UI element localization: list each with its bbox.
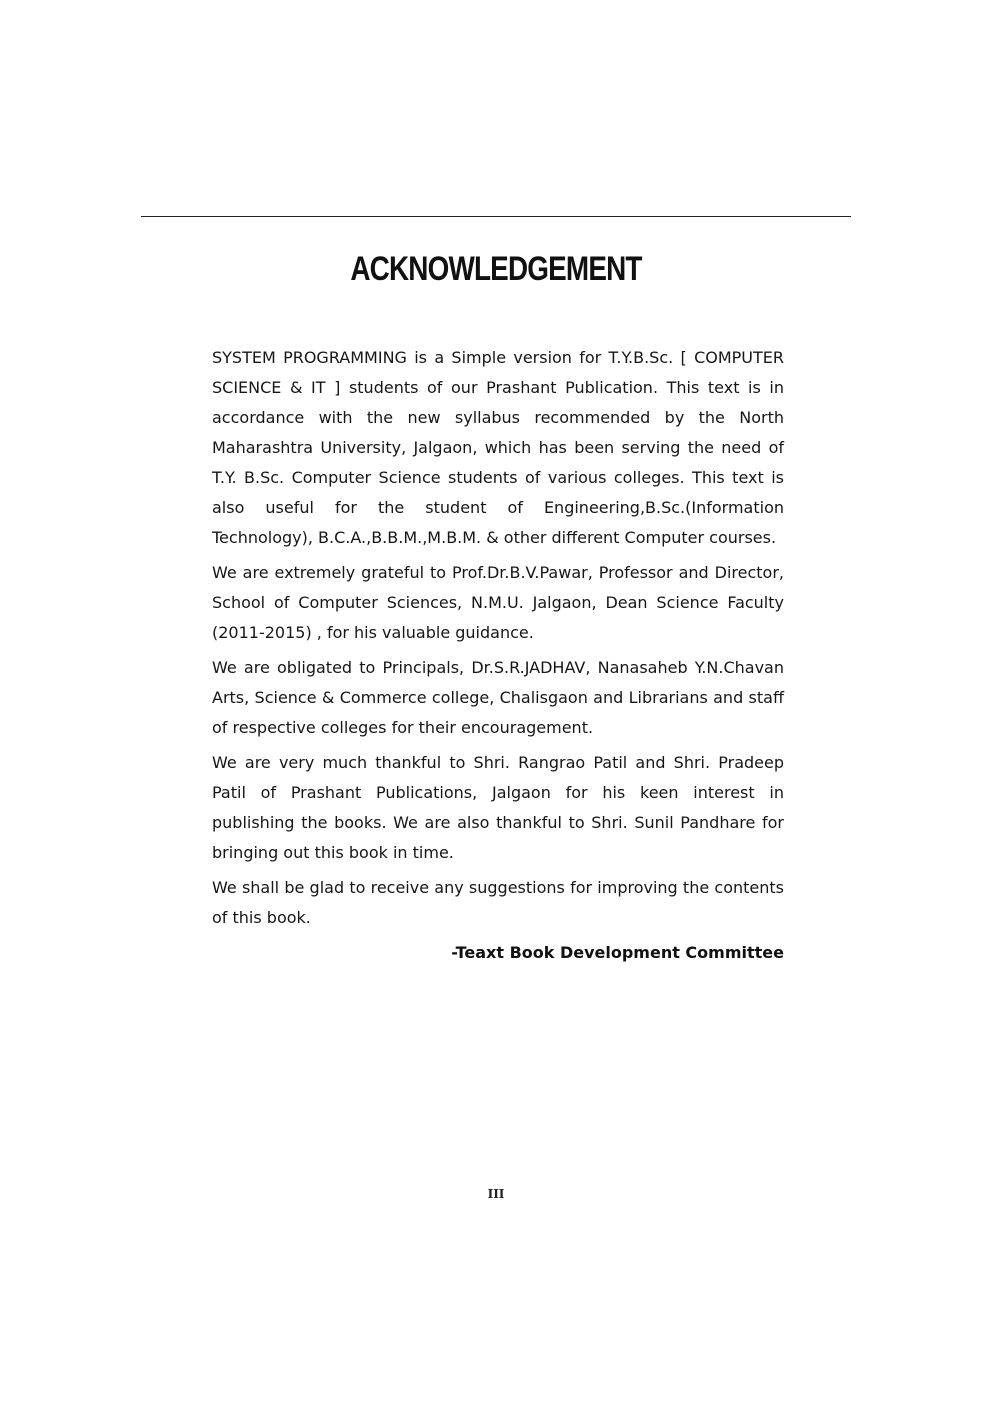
page-title: ACKNOWLEDGEMENT (350, 250, 642, 288)
signature: -Teaxt Book Development Committee (451, 943, 784, 962)
paragraph-intro: SYSTEM PROGRAMMING is a Simple version for T.Y.B.Sc. [ COMPUTER SCIENCE & IT ] students of our Prashant Publication. This text is in accordance with the new syllabus recommended by the North Maharashtra University, Jalgaon, which has been serving the need of T.Y. B.Sc. Computer Science students of various colleges. This text is also useful for the student of Engineering,B.Sc.(Information Technology), B.C.A.,B.B.M.,M.B.M. & other different Computer courses. (212, 348, 784, 547)
acknowledgement-body (212, 343, 784, 968)
paragraph-principals: We are obligated to Principals, Dr.S.R.JADHAV, Nanasaheb Y.N.Chavan Arts, Science & Commerce college, Chalisgaon and Librarians and staff of respective colleges for their encouragement. (212, 658, 784, 737)
top-divider (141, 216, 851, 217)
paragraph-suggestions: We shall be glad to receive any suggestions for improving the contents of this book. (212, 878, 784, 927)
page-number: III (487, 1187, 505, 1201)
paragraph-gratitude: We are extremely grateful to Prof.Dr.B.V.Pawar, Professor and Director, School of Computer Sciences, N.M.U. Jalgaon, Dean Science Faculty (2011-2015) , for his valuable guidance. (212, 563, 784, 642)
paragraph-publishers: We are very much thankful to Shri. Rangrao Patil and Shri. Pradeep Patil of Prashant Publications, Jalgaon for his keen interest in publishing the books. We are also thankful to Shri. Sunil Pandhare for bringing out this book in time. (212, 753, 784, 862)
